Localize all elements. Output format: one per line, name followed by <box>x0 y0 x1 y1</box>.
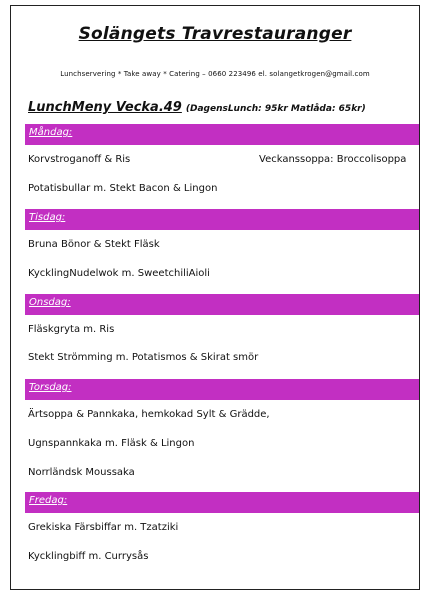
day-bar-friday <box>25 492 419 513</box>
day-label-friday: Fredag: <box>29 495 68 506</box>
lunch-menu-header <box>28 96 366 115</box>
menu-item: Ugnspannkaka m. Fläsk & Lingon <box>28 438 195 449</box>
price-info: (DagensLunch: 95kr Matlåda: 65kr) <box>185 104 366 114</box>
day-bar-monday <box>25 124 419 145</box>
menu-item: Stekt Strömming m. Potatismos & Skirat smör <box>28 352 259 363</box>
menu-item: Norrländsk Moussaka <box>28 467 135 478</box>
menu-item: Grekiska Färsbiffar m. Tzatziki <box>28 522 179 533</box>
day-label-tuesday: Tisdag: <box>29 212 66 223</box>
day-label-wednesday: Onsdag: <box>29 297 71 308</box>
menu-item: Korvstroganoff & Ris <box>28 154 131 165</box>
menu-page <box>10 5 420 590</box>
day-bar-tuesday <box>25 209 419 230</box>
menu-item: Ärtsoppa & Pannkaka, hemkokad Sylt & Grädde, <box>28 409 270 420</box>
menu-item: Potatisbullar m. Stekt Bacon & Lingon <box>28 183 218 194</box>
menu-item: Kycklingbiff m. Currysås <box>28 551 149 562</box>
menu-item: Bruna Bönor & Stekt Fläsk <box>28 239 160 250</box>
day-label-thursday: Torsdag: <box>29 382 72 393</box>
menu-item: KycklingNudelwok m. SweetchiliAioli <box>28 268 210 279</box>
restaurant-title: Solängets Travrestauranger <box>78 24 352 44</box>
week-soup: Veckanssoppa: Broccolisoppa <box>259 154 407 165</box>
week-title: LunchMeny Vecka.49 <box>28 100 182 115</box>
day-bar-wednesday <box>25 294 419 315</box>
day-label-monday: Måndag: <box>29 127 73 138</box>
day-bar-thursday <box>25 379 419 400</box>
menu-item: Fläskgryta m. Ris <box>28 324 115 335</box>
contact-line: Lunchservering * Take away * Catering – 0660 223496 el. solangetkrogen@gmail.com <box>60 70 370 78</box>
